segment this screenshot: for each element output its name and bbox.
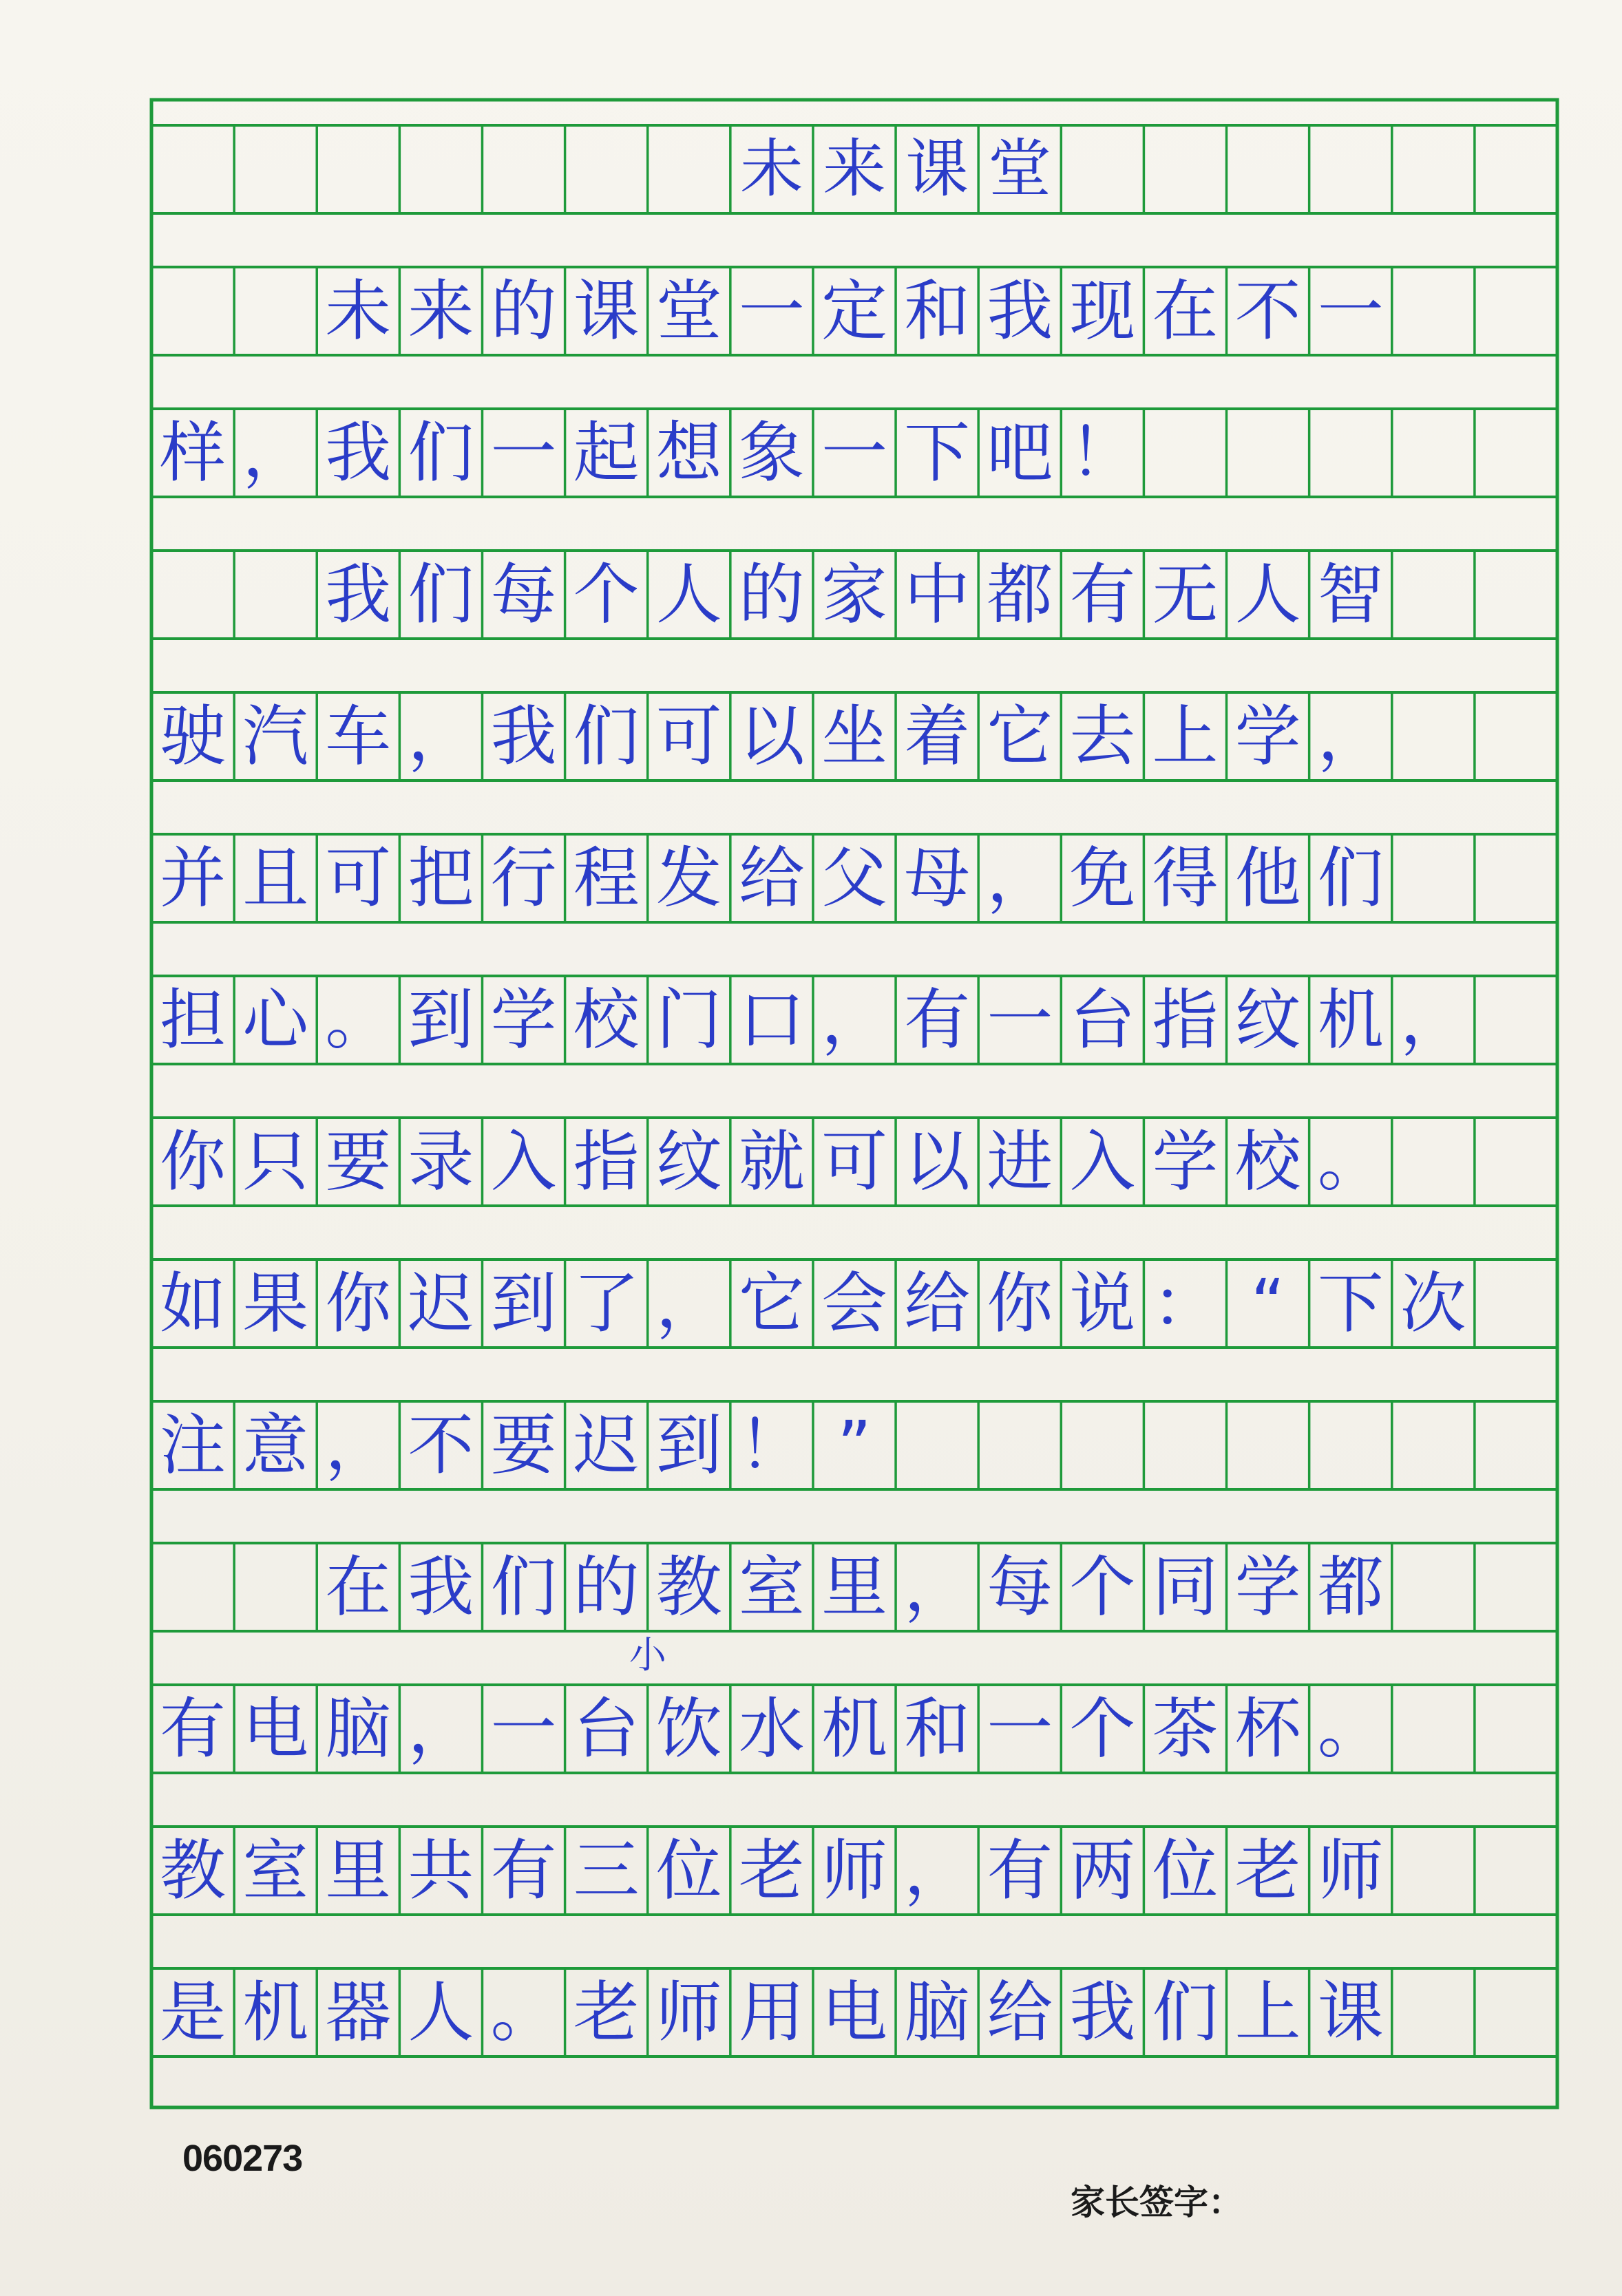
grid-character: 只 <box>242 1123 309 1200</box>
grid-character: 着 <box>904 698 971 775</box>
grid-character: 吧 <box>987 414 1053 491</box>
grid-character: 迟 <box>408 1265 474 1342</box>
grid-character: 家 <box>821 556 887 633</box>
grid-character: 给 <box>987 1974 1053 2051</box>
grid-character: 母 <box>904 840 971 917</box>
grid-character: 和 <box>904 1690 971 1767</box>
grid-character: 下 <box>1317 1265 1384 1342</box>
grid-character: 指 <box>573 1123 640 1200</box>
grid-character: 校 <box>573 981 640 1059</box>
grid-character: 不 <box>1234 273 1301 350</box>
grid-character: 用 <box>738 1974 805 2051</box>
grid-character: 里 <box>821 1549 887 1626</box>
grid-character: 的 <box>738 556 805 633</box>
grid-character: 室 <box>242 1832 309 1909</box>
grid-character: 机 <box>821 1690 887 1767</box>
grid-character: 录 <box>408 1123 474 1200</box>
grid-character: 你 <box>160 1123 227 1200</box>
grid-character: 机 <box>1317 981 1384 1059</box>
grid-character: 注 <box>160 1407 227 1484</box>
grid-character: 脑 <box>904 1974 971 2051</box>
grid-character: 有 <box>904 981 971 1059</box>
grid-character: 堂 <box>988 132 1052 206</box>
grid-character: 位 <box>655 1832 722 1909</box>
grid-character: 师 <box>655 1974 722 2051</box>
grid-character: 入 <box>490 1123 557 1200</box>
grid-character: 去 <box>1069 698 1136 775</box>
grid-character: 。 <box>490 1974 557 2051</box>
grid-character: 有 <box>160 1690 227 1767</box>
grid-character: 老 <box>1234 1832 1301 1909</box>
grid-character: 台 <box>573 1690 640 1767</box>
grid-character: 担 <box>160 981 227 1059</box>
grid-character: ， <box>987 840 1053 917</box>
grid-character: ， <box>1400 981 1466 1059</box>
grid-character: 个 <box>573 556 640 633</box>
grid-character: 无 <box>1152 556 1219 633</box>
grid-character: 把 <box>408 840 474 917</box>
grid-character: ， <box>904 1832 971 1909</box>
grid-character: 坐 <box>821 698 887 775</box>
grid-character: ， <box>325 1407 392 1484</box>
grid-character: 你 <box>325 1265 392 1342</box>
grid-character: 两 <box>1069 1832 1136 1909</box>
grid-character: 以 <box>738 698 805 775</box>
grid-character: 三 <box>573 1832 640 1909</box>
grid-character: 智 <box>1317 556 1384 633</box>
grid-character: 说 <box>1069 1265 1136 1342</box>
grid-character: 了 <box>573 1265 640 1342</box>
grid-character: 的 <box>573 1549 640 1626</box>
grid-character: 课 <box>1317 1974 1384 2051</box>
grid-character: 器 <box>325 1974 392 2051</box>
grid-character: 台 <box>1069 981 1136 1059</box>
grid-character: 象 <box>738 414 805 491</box>
grid-character: ： <box>1152 1265 1219 1342</box>
grid-character: 位 <box>1152 1832 1219 1909</box>
grid-character: 课 <box>573 273 640 350</box>
form-code: 060273 <box>182 2138 303 2179</box>
grid-character: ” <box>837 1407 872 1484</box>
grid-character: 在 <box>1152 273 1219 350</box>
grid-character: 次 <box>1400 1265 1466 1342</box>
grid-character: 可 <box>821 1123 887 1200</box>
grid-character: 免 <box>1069 840 1136 917</box>
grid-character: ， <box>904 1549 971 1626</box>
grid-character: ， <box>655 1265 722 1342</box>
grid-character: 人 <box>655 556 722 633</box>
grid-character: 父 <box>821 840 887 917</box>
grid-character: 意 <box>242 1407 309 1484</box>
grid-character: 一 <box>987 1690 1053 1767</box>
parent-signature-label: 家长签字： <box>1071 2182 1243 2222</box>
grid-character: 可 <box>655 698 722 775</box>
grid-character: 汽 <box>242 698 309 775</box>
grid-character: 起 <box>573 414 640 491</box>
grid-character: 学 <box>1152 1123 1219 1200</box>
grid-character: 学 <box>1234 698 1301 775</box>
grid-character: 一 <box>738 273 805 350</box>
grid-character: 就 <box>738 1123 805 1200</box>
grid-character: 都 <box>987 556 1053 633</box>
grid-character: 到 <box>655 1407 722 1484</box>
grid-character: 电 <box>821 1974 887 2051</box>
grid-character: 茶 <box>1152 1690 1219 1767</box>
grid-character: 下 <box>904 414 971 491</box>
grid-character: 一 <box>490 414 557 491</box>
grid-character: 教 <box>160 1832 227 1909</box>
grid-character: 我 <box>1069 1974 1136 2051</box>
grid-character: 以 <box>904 1123 971 1200</box>
grid-character: 课 <box>905 132 969 206</box>
grid-character: 现 <box>1069 273 1136 350</box>
grid-character: 来 <box>822 132 886 206</box>
grid-character: 上 <box>1234 1974 1301 2051</box>
grid-character: 它 <box>987 698 1053 775</box>
grid-character: 未 <box>325 273 392 350</box>
grid-character: ， <box>821 981 887 1059</box>
grid-character: 人 <box>1234 556 1301 633</box>
grid-character: 进 <box>987 1123 1053 1200</box>
grid-character: 一 <box>821 414 887 491</box>
grid-character: 可 <box>325 840 392 917</box>
grid-character: 每 <box>987 1549 1053 1626</box>
grid-character: 饮 <box>655 1690 722 1767</box>
grid-character: 它 <box>738 1265 805 1342</box>
grid-character: 到 <box>408 981 474 1059</box>
grid-character: 一 <box>987 981 1053 1059</box>
grid-character: 老 <box>573 1974 640 2051</box>
grid-character: 室 <box>738 1549 805 1626</box>
grid-character: 不 <box>408 1407 474 1484</box>
grid-character: 们 <box>408 414 474 491</box>
insertion-mark: 小 <box>629 1633 666 1677</box>
grid-character: 要 <box>325 1123 392 1200</box>
grid-character: 师 <box>1317 1832 1384 1909</box>
parent-signature-field[interactable] <box>1071 2175 1491 2224</box>
grid-character: 纹 <box>655 1123 722 1200</box>
grid-character: 们 <box>573 698 640 775</box>
grid-character: 都 <box>1317 1549 1384 1626</box>
grid-character: ！ <box>1069 414 1136 491</box>
grid-character: “ <box>1250 1265 1285 1342</box>
grid-character: 中 <box>904 556 971 633</box>
grid-character: 们 <box>1152 1974 1219 2051</box>
grid-character: 口 <box>738 981 805 1059</box>
grid-character: 水 <box>738 1690 805 1767</box>
grid-character: 给 <box>904 1265 971 1342</box>
grid-character: 有 <box>490 1832 557 1909</box>
grid-character: 师 <box>821 1832 887 1909</box>
grid-character: ！ <box>738 1407 805 1484</box>
grid-character: 们 <box>1317 840 1384 917</box>
grid-character: 堂 <box>655 273 722 350</box>
grid-character: 且 <box>242 840 309 917</box>
grid-character: 行 <box>490 840 557 917</box>
grid-character: 程 <box>573 840 640 917</box>
grid-character: ， <box>408 1690 474 1767</box>
grid-character: 要 <box>490 1407 557 1484</box>
grid-character: 个 <box>1069 1549 1136 1626</box>
grid-character: 我 <box>408 1549 474 1626</box>
grid-character: ， <box>242 414 309 491</box>
grid-character: 里 <box>325 1832 392 1909</box>
grid-character: 学 <box>490 981 557 1059</box>
grid-character: 入 <box>1069 1123 1136 1200</box>
grid-character: 发 <box>655 840 722 917</box>
grid-character: 。 <box>1317 1123 1384 1200</box>
grid-frame <box>151 100 1557 2107</box>
grid-character: 有 <box>987 1832 1053 1909</box>
grid-character: 脑 <box>325 1690 392 1767</box>
grid-character: 样 <box>160 414 227 491</box>
grid-character: 共 <box>408 1832 474 1909</box>
grid-character: 是 <box>160 1974 227 2051</box>
grid-character: 我 <box>325 556 392 633</box>
grid-character: 我 <box>490 698 557 775</box>
grid-character: 心 <box>242 981 309 1059</box>
grid-character: 上 <box>1152 698 1219 775</box>
grid-character: 会 <box>821 1265 887 1342</box>
grid-character: 到 <box>490 1265 557 1342</box>
grid-character: 杯 <box>1234 1690 1301 1767</box>
grid-character: 们 <box>408 556 474 633</box>
grid-character: 和 <box>904 273 971 350</box>
grid-character: 你 <box>987 1265 1053 1342</box>
grid-character: 的 <box>490 273 557 350</box>
grid-character: 每 <box>490 556 557 633</box>
grid-character: 同 <box>1152 1549 1219 1626</box>
grid-character: 我 <box>987 273 1053 350</box>
grid-character: 指 <box>1152 981 1219 1059</box>
grid-character: 门 <box>655 981 722 1059</box>
grid-character: 机 <box>242 1974 309 2051</box>
grid-character: 有 <box>1069 556 1136 633</box>
grid-character: 个 <box>1069 1690 1136 1767</box>
grid-character: 车 <box>325 698 392 775</box>
grid-character: 一 <box>1317 273 1384 350</box>
grid-character: 学 <box>1234 1549 1301 1626</box>
grid-character: 给 <box>738 840 805 917</box>
grid-character: ， <box>1317 698 1384 775</box>
grid-character: 教 <box>655 1549 722 1626</box>
grid-character: 在 <box>325 1549 392 1626</box>
grid-character: 定 <box>821 273 887 350</box>
grid-character: 他 <box>1234 840 1301 917</box>
grid-character: 并 <box>160 840 227 917</box>
grid-character: 。 <box>325 981 392 1059</box>
grid-character: 果 <box>242 1265 309 1342</box>
grid-character: 驶 <box>160 698 227 775</box>
grid-character: 人 <box>408 1974 474 2051</box>
grid-character: 如 <box>160 1265 227 1342</box>
grid-character: 老 <box>738 1832 805 1909</box>
grid-character: 电 <box>242 1690 309 1767</box>
grid-character: 想 <box>655 414 722 491</box>
grid-character: 一 <box>490 1690 557 1767</box>
grid-character: 我 <box>325 414 392 491</box>
grid-character: 来 <box>408 273 474 350</box>
grid-character: 得 <box>1152 840 1219 917</box>
grid-character: 迟 <box>573 1407 640 1484</box>
grid-character: 未 <box>739 132 803 206</box>
grid-character: ， <box>408 698 474 775</box>
grid-character: 纹 <box>1234 981 1301 1059</box>
grid-character: 。 <box>1317 1690 1384 1767</box>
grid-character: 校 <box>1234 1123 1301 1200</box>
grid-character: 们 <box>490 1549 557 1626</box>
